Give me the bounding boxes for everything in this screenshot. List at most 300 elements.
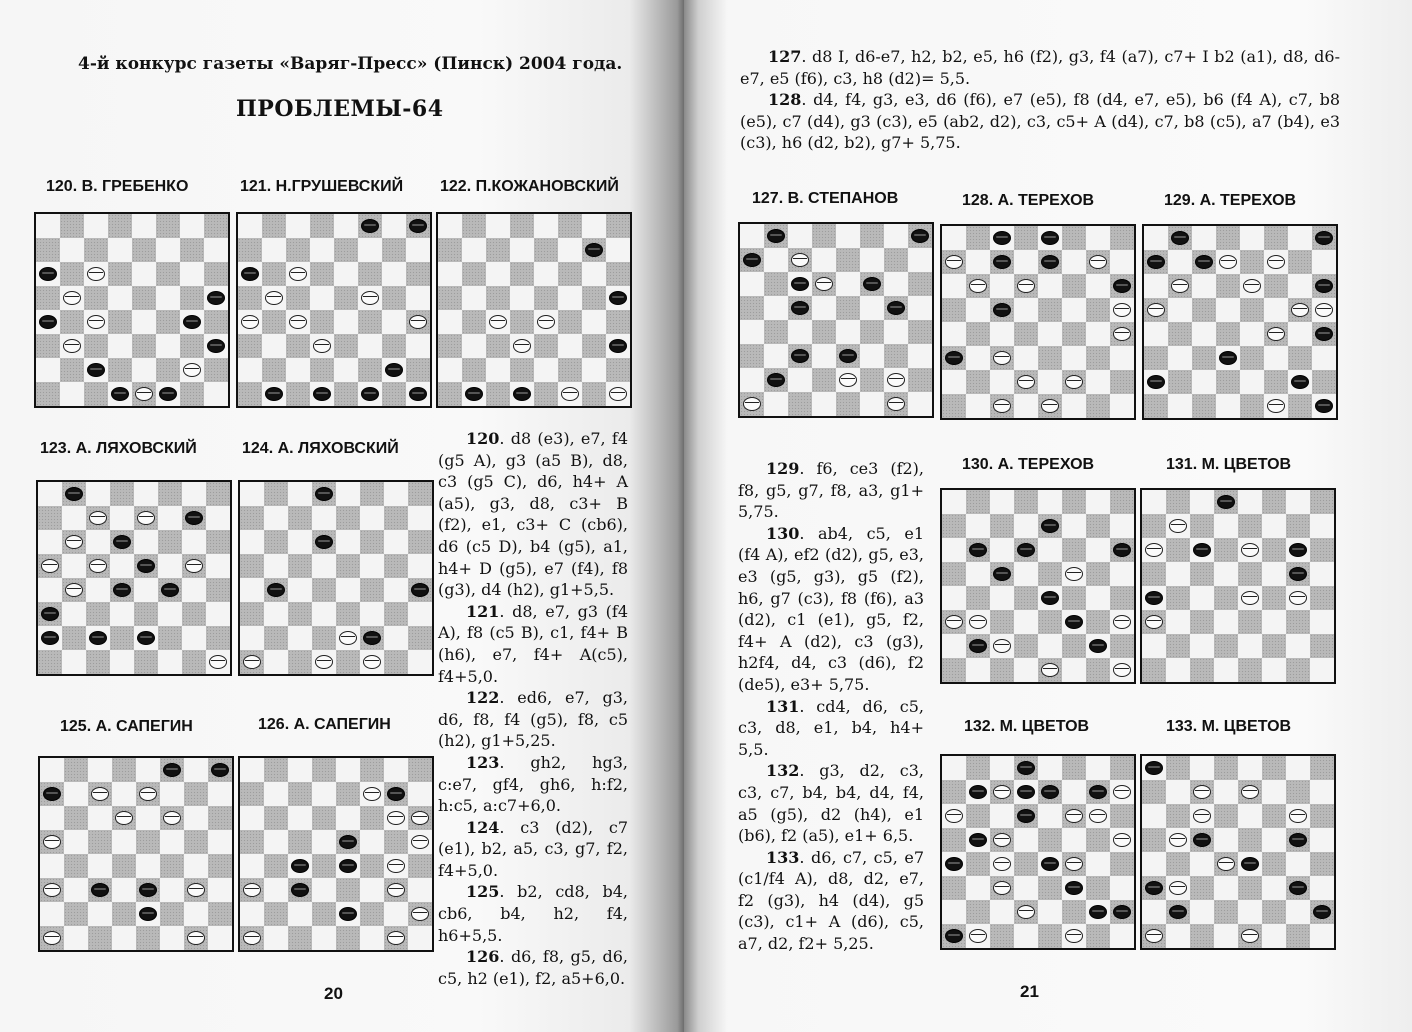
square-e3 xyxy=(336,602,360,626)
square-h5 xyxy=(1310,828,1334,852)
square-b3 xyxy=(60,334,84,358)
black-checker-g5 xyxy=(1289,567,1307,581)
square-c7 xyxy=(286,238,310,262)
square-f3 xyxy=(358,334,382,358)
square-a3 xyxy=(36,334,60,358)
white-checker-g4 xyxy=(1289,591,1307,605)
square-f7 xyxy=(156,238,180,262)
square-h1 xyxy=(408,650,432,674)
square-d1 xyxy=(312,926,336,950)
square-a6 xyxy=(240,530,264,554)
square-h6 xyxy=(208,806,232,830)
square-e2 xyxy=(134,626,158,650)
square-c1 xyxy=(990,394,1014,418)
square-c8 xyxy=(286,214,310,238)
square-e3 xyxy=(836,344,860,368)
white-checker-a1 xyxy=(243,655,261,669)
square-e8 xyxy=(1240,226,1264,250)
square-h2 xyxy=(1310,634,1334,658)
square-g7 xyxy=(180,238,204,262)
square-c3 xyxy=(86,602,110,626)
square-e2 xyxy=(132,358,156,382)
square-f5 xyxy=(1062,562,1086,586)
board-grid xyxy=(36,214,228,406)
square-c8 xyxy=(1192,226,1216,250)
square-a3 xyxy=(942,610,966,634)
square-d2 xyxy=(812,368,836,392)
square-f2 xyxy=(160,902,184,926)
square-c3 xyxy=(990,610,1014,634)
square-a2 xyxy=(238,358,262,382)
square-d7 xyxy=(312,506,336,530)
black-checker-a7 xyxy=(1147,255,1165,269)
square-b5 xyxy=(64,830,88,854)
black-checker-e7 xyxy=(1041,785,1059,799)
square-c2 xyxy=(1190,634,1214,658)
square-g5 xyxy=(1086,828,1110,852)
square-e5 xyxy=(1038,298,1062,322)
square-a7 xyxy=(438,238,462,262)
square-h6 xyxy=(1110,538,1134,562)
white-checker-f6 xyxy=(163,811,181,825)
square-g1 xyxy=(382,382,406,406)
square-f4 xyxy=(558,310,582,334)
square-b3 xyxy=(462,334,486,358)
white-checker-f1 xyxy=(363,655,381,669)
square-h5 xyxy=(206,554,230,578)
square-a4 xyxy=(36,310,60,334)
square-e4 xyxy=(1240,322,1264,346)
black-checker-d1 xyxy=(513,387,531,401)
white-checker-e2 xyxy=(339,631,357,645)
square-b4 xyxy=(264,578,288,602)
black-checker-g2 xyxy=(385,363,403,377)
white-checker-h5 xyxy=(1315,303,1333,317)
square-b7 xyxy=(1166,514,1190,538)
square-d5 xyxy=(310,286,334,310)
square-g7 xyxy=(1286,514,1310,538)
square-h8 xyxy=(1312,226,1336,250)
white-checker-f7 xyxy=(363,787,381,801)
square-e1 xyxy=(134,650,158,674)
white-checker-c6 xyxy=(1193,809,1211,823)
square-g8 xyxy=(1286,756,1310,780)
white-checker-e2 xyxy=(839,373,857,387)
white-checker-c4 xyxy=(489,315,507,329)
solution-130: 130. ab4, c5, e1 (f4 A), ef2 (d2), g5, e3, e3 (g5, g3), g5 (f2), h6, g7 (c3), f8 (f6), a3 (d2), c1 (e1), g5, f2, f4+ A (d2), c3 (g3), h2f4, d4, c3 (d6), f2 (de5), e3+ 5,75. xyxy=(738,523,924,694)
square-c5 xyxy=(84,286,108,310)
square-h6 xyxy=(908,272,932,296)
square-f1 xyxy=(1262,924,1286,948)
square-f6 xyxy=(158,530,182,554)
square-f8 xyxy=(1262,490,1286,514)
black-checker-h6 xyxy=(1113,543,1131,557)
square-b5 xyxy=(264,830,288,854)
square-h7 xyxy=(1110,780,1134,804)
square-g8 xyxy=(382,214,406,238)
square-e7 xyxy=(136,782,160,806)
square-a2 xyxy=(1142,634,1166,658)
square-h7 xyxy=(408,506,432,530)
square-b6 xyxy=(966,538,990,562)
black-checker-a4 xyxy=(945,857,963,871)
white-checker-c5 xyxy=(993,833,1011,847)
square-a6 xyxy=(438,262,462,286)
square-e4 xyxy=(1038,322,1062,346)
white-checker-d4 xyxy=(1217,857,1235,871)
square-f6 xyxy=(360,806,384,830)
square-g1 xyxy=(582,382,606,406)
square-e4 xyxy=(134,578,158,602)
white-checker-c7 xyxy=(91,787,109,801)
square-e8 xyxy=(134,482,158,506)
square-g2 xyxy=(884,368,908,392)
square-g5 xyxy=(884,296,908,320)
square-f7 xyxy=(360,782,384,806)
square-f2 xyxy=(860,368,884,392)
square-d8 xyxy=(110,482,134,506)
square-a3 xyxy=(740,344,764,368)
square-e6 xyxy=(1238,538,1262,562)
square-h2 xyxy=(408,902,432,926)
square-e1 xyxy=(1240,394,1264,418)
black-checker-f1 xyxy=(361,387,379,401)
black-checker-c5 xyxy=(993,567,1011,581)
square-c6 xyxy=(990,538,1014,562)
square-f7 xyxy=(1062,780,1086,804)
square-a3 xyxy=(38,602,62,626)
white-checker-f6 xyxy=(1065,809,1083,823)
solutions-top xyxy=(740,46,1340,154)
square-c3 xyxy=(486,334,510,358)
square-a5 xyxy=(38,554,62,578)
square-a8 xyxy=(1142,490,1166,514)
square-e6 xyxy=(136,806,160,830)
left-page xyxy=(0,0,684,1032)
square-h6 xyxy=(1310,804,1334,828)
square-e5 xyxy=(1238,828,1262,852)
white-checker-f5 xyxy=(1065,567,1083,581)
square-f7 xyxy=(158,506,182,530)
square-b4 xyxy=(62,578,86,602)
square-a5 xyxy=(238,286,262,310)
square-h1 xyxy=(1310,924,1334,948)
square-c7 xyxy=(288,782,312,806)
square-g6 xyxy=(384,530,408,554)
solution-131: 131. cd4, d6, c5, c3, d8, e1, b4, h4+ 5,5. xyxy=(738,696,924,759)
square-f8 xyxy=(1264,226,1288,250)
square-c6 xyxy=(286,262,310,286)
square-c7 xyxy=(990,780,1014,804)
square-h8 xyxy=(408,482,432,506)
square-f6 xyxy=(1262,538,1286,562)
square-g1 xyxy=(1086,394,1110,418)
square-b6 xyxy=(966,804,990,828)
black-checker-h3 xyxy=(609,339,627,353)
square-f5 xyxy=(1062,828,1086,852)
square-a7 xyxy=(36,238,60,262)
square-a6 xyxy=(38,530,62,554)
square-b2 xyxy=(966,370,990,394)
square-e4 xyxy=(334,310,358,334)
square-e2 xyxy=(1238,900,1262,924)
square-a8 xyxy=(38,482,62,506)
square-c5 xyxy=(990,562,1014,586)
white-checker-h5 xyxy=(411,835,429,849)
square-a8 xyxy=(942,490,966,514)
square-e8 xyxy=(336,758,360,782)
square-d8 xyxy=(1214,756,1238,780)
square-f8 xyxy=(1262,756,1286,780)
square-e2 xyxy=(336,902,360,926)
square-g8 xyxy=(1288,226,1312,250)
square-d8 xyxy=(510,214,534,238)
square-a5 xyxy=(1142,562,1166,586)
square-a5 xyxy=(240,554,264,578)
square-a3 xyxy=(1144,346,1168,370)
white-checker-e1 xyxy=(1041,399,1059,413)
black-checker-a7 xyxy=(43,787,61,801)
black-checker-d3 xyxy=(1219,351,1237,365)
square-a6 xyxy=(40,806,64,830)
square-b3 xyxy=(264,878,288,902)
checkers-board-133 xyxy=(1140,754,1336,950)
square-g3 xyxy=(1288,346,1312,370)
square-e5 xyxy=(1238,562,1262,586)
square-a1 xyxy=(438,382,462,406)
square-d4 xyxy=(110,578,134,602)
square-h5 xyxy=(408,554,432,578)
black-checker-e7 xyxy=(1041,255,1059,269)
square-e3 xyxy=(534,334,558,358)
square-a5 xyxy=(438,286,462,310)
square-d5 xyxy=(112,830,136,854)
square-h6 xyxy=(1312,274,1336,298)
square-a1 xyxy=(240,650,264,674)
square-e5 xyxy=(336,554,360,578)
black-checker-h2 xyxy=(1313,905,1331,919)
black-checker-h8 xyxy=(1315,231,1333,245)
square-f4 xyxy=(1062,586,1086,610)
square-f8 xyxy=(360,758,384,782)
checkers-board-121 xyxy=(236,212,432,408)
square-g2 xyxy=(1286,900,1310,924)
square-a5 xyxy=(240,830,264,854)
black-checker-g6 xyxy=(1289,543,1307,557)
square-a2 xyxy=(38,626,62,650)
square-g3 xyxy=(1086,346,1110,370)
square-e4 xyxy=(1238,852,1262,876)
white-checker-a3 xyxy=(1145,615,1163,629)
black-checker-g3 xyxy=(1289,881,1307,895)
square-h1 xyxy=(406,382,430,406)
square-c6 xyxy=(990,274,1014,298)
square-g6 xyxy=(1086,274,1110,298)
solution-120: 120. d8 (e3), e7, f4 (g5 A), g3 (a5 B), d8, c3 (g5 C), d6, h4+ A (a5), g3, d8, c3+ B (f2), e1, c3+ C (cb6), d6 (c5 D), b4 (g5), a1, h4+ D (g5), e7 (f4), f8 (g3), d4 (h2), g1+5,5. xyxy=(438,429,628,600)
square-h1 xyxy=(1312,394,1336,418)
square-e5 xyxy=(132,286,156,310)
square-f3 xyxy=(1264,346,1288,370)
solution-124: 124. c3 (d2), c7 (e1), b2, a5, c3, g7, f2, f4+5,0. xyxy=(438,817,628,880)
square-h8 xyxy=(1110,756,1134,780)
square-h8 xyxy=(1310,756,1334,780)
square-d6 xyxy=(1216,274,1240,298)
white-checker-f1 xyxy=(561,387,579,401)
square-d5 xyxy=(1014,562,1038,586)
square-a8 xyxy=(1144,226,1168,250)
square-g7 xyxy=(184,782,208,806)
square-f6 xyxy=(156,262,180,286)
square-b8 xyxy=(1166,756,1190,780)
square-f4 xyxy=(360,854,384,878)
board-grid xyxy=(240,482,432,674)
square-c8 xyxy=(84,214,108,238)
square-b8 xyxy=(262,214,286,238)
square-d1 xyxy=(1014,394,1038,418)
square-b3 xyxy=(64,878,88,902)
square-f2 xyxy=(358,358,382,382)
square-c7 xyxy=(86,506,110,530)
square-c1 xyxy=(1190,658,1214,682)
square-g4 xyxy=(384,854,408,878)
square-d6 xyxy=(112,806,136,830)
square-f6 xyxy=(360,530,384,554)
square-a6 xyxy=(942,274,966,298)
white-checker-a1 xyxy=(743,397,761,411)
square-f2 xyxy=(1262,634,1286,658)
black-checker-b8 xyxy=(65,487,83,501)
square-e4 xyxy=(1038,586,1062,610)
square-c8 xyxy=(788,224,812,248)
white-checker-g3 xyxy=(387,883,405,897)
square-f8 xyxy=(158,482,182,506)
black-checker-b8 xyxy=(1171,231,1189,245)
square-b4 xyxy=(262,310,286,334)
square-a2 xyxy=(1144,370,1168,394)
square-b7 xyxy=(462,238,486,262)
white-checker-c3 xyxy=(993,881,1011,895)
square-f5 xyxy=(158,554,182,578)
board-grid xyxy=(942,226,1134,418)
square-e1 xyxy=(1238,658,1262,682)
square-f3 xyxy=(158,602,182,626)
square-e7 xyxy=(1038,250,1062,274)
white-checker-h7 xyxy=(1113,785,1131,799)
square-a1 xyxy=(942,924,966,948)
square-d4 xyxy=(1214,586,1238,610)
black-checker-h8 xyxy=(911,229,929,243)
square-e5 xyxy=(1038,562,1062,586)
white-checker-d6 xyxy=(115,811,133,825)
square-c3 xyxy=(286,334,310,358)
square-b3 xyxy=(264,602,288,626)
black-checker-c2 xyxy=(87,363,105,377)
square-c5 xyxy=(1192,298,1216,322)
square-g7 xyxy=(384,782,408,806)
square-g3 xyxy=(1286,876,1310,900)
square-g8 xyxy=(180,214,204,238)
square-f1 xyxy=(160,926,184,950)
white-checker-d2 xyxy=(1017,905,1035,919)
square-c6 xyxy=(84,262,108,286)
square-f4 xyxy=(158,578,182,602)
square-f5 xyxy=(156,286,180,310)
square-g4 xyxy=(1286,852,1310,876)
checkers-board-131 xyxy=(1140,488,1336,684)
square-c2 xyxy=(990,634,1014,658)
square-h7 xyxy=(204,238,228,262)
square-g1 xyxy=(1286,924,1310,948)
square-f6 xyxy=(1062,538,1086,562)
square-b5 xyxy=(966,298,990,322)
square-c6 xyxy=(990,804,1014,828)
square-e4 xyxy=(336,854,360,878)
square-g1 xyxy=(180,382,204,406)
square-d6 xyxy=(510,262,534,286)
square-d8 xyxy=(1014,490,1038,514)
square-e5 xyxy=(1240,298,1264,322)
board-grid xyxy=(942,756,1134,948)
square-d6 xyxy=(312,530,336,554)
black-checker-h5 xyxy=(207,291,225,305)
square-f5 xyxy=(558,286,582,310)
square-h2 xyxy=(408,626,432,650)
square-b2 xyxy=(264,902,288,926)
square-d6 xyxy=(1214,538,1238,562)
square-d4 xyxy=(310,310,334,334)
square-a1 xyxy=(38,650,62,674)
black-checker-c6 xyxy=(791,277,809,291)
white-checker-h5 xyxy=(1113,833,1131,847)
black-checker-c7 xyxy=(1195,255,1213,269)
square-g8 xyxy=(1086,756,1110,780)
square-e6 xyxy=(1038,274,1062,298)
square-e2 xyxy=(136,902,160,926)
square-e1 xyxy=(1238,924,1262,948)
square-h7 xyxy=(208,782,232,806)
white-checker-f4 xyxy=(1267,327,1285,341)
square-b4 xyxy=(966,852,990,876)
black-checker-d6 xyxy=(1017,543,1035,557)
square-a4 xyxy=(740,320,764,344)
square-b2 xyxy=(64,902,88,926)
square-b7 xyxy=(262,238,286,262)
square-e3 xyxy=(132,334,156,358)
white-checker-c7 xyxy=(1193,785,1211,799)
square-a1 xyxy=(1144,394,1168,418)
square-e4 xyxy=(136,854,160,878)
square-c8 xyxy=(990,226,1014,250)
white-checker-c7 xyxy=(89,511,107,525)
checkers-board-124 xyxy=(238,480,434,676)
square-b4 xyxy=(1168,322,1192,346)
square-a2 xyxy=(36,358,60,382)
square-b5 xyxy=(1166,828,1190,852)
square-f5 xyxy=(860,296,884,320)
board-grid xyxy=(1142,756,1334,948)
board-grid xyxy=(40,758,232,950)
square-g3 xyxy=(182,602,206,626)
square-g5 xyxy=(384,830,408,854)
square-c8 xyxy=(88,758,112,782)
white-checker-c5 xyxy=(89,559,107,573)
white-checker-g5 xyxy=(185,559,203,573)
square-b8 xyxy=(1166,490,1190,514)
square-g6 xyxy=(1086,804,1110,828)
square-d6 xyxy=(310,262,334,286)
square-b6 xyxy=(64,806,88,830)
solution-126: 126. d6, f8, g5, d6, c5, h2 (e1), f2, a5+6,0. xyxy=(438,947,628,988)
